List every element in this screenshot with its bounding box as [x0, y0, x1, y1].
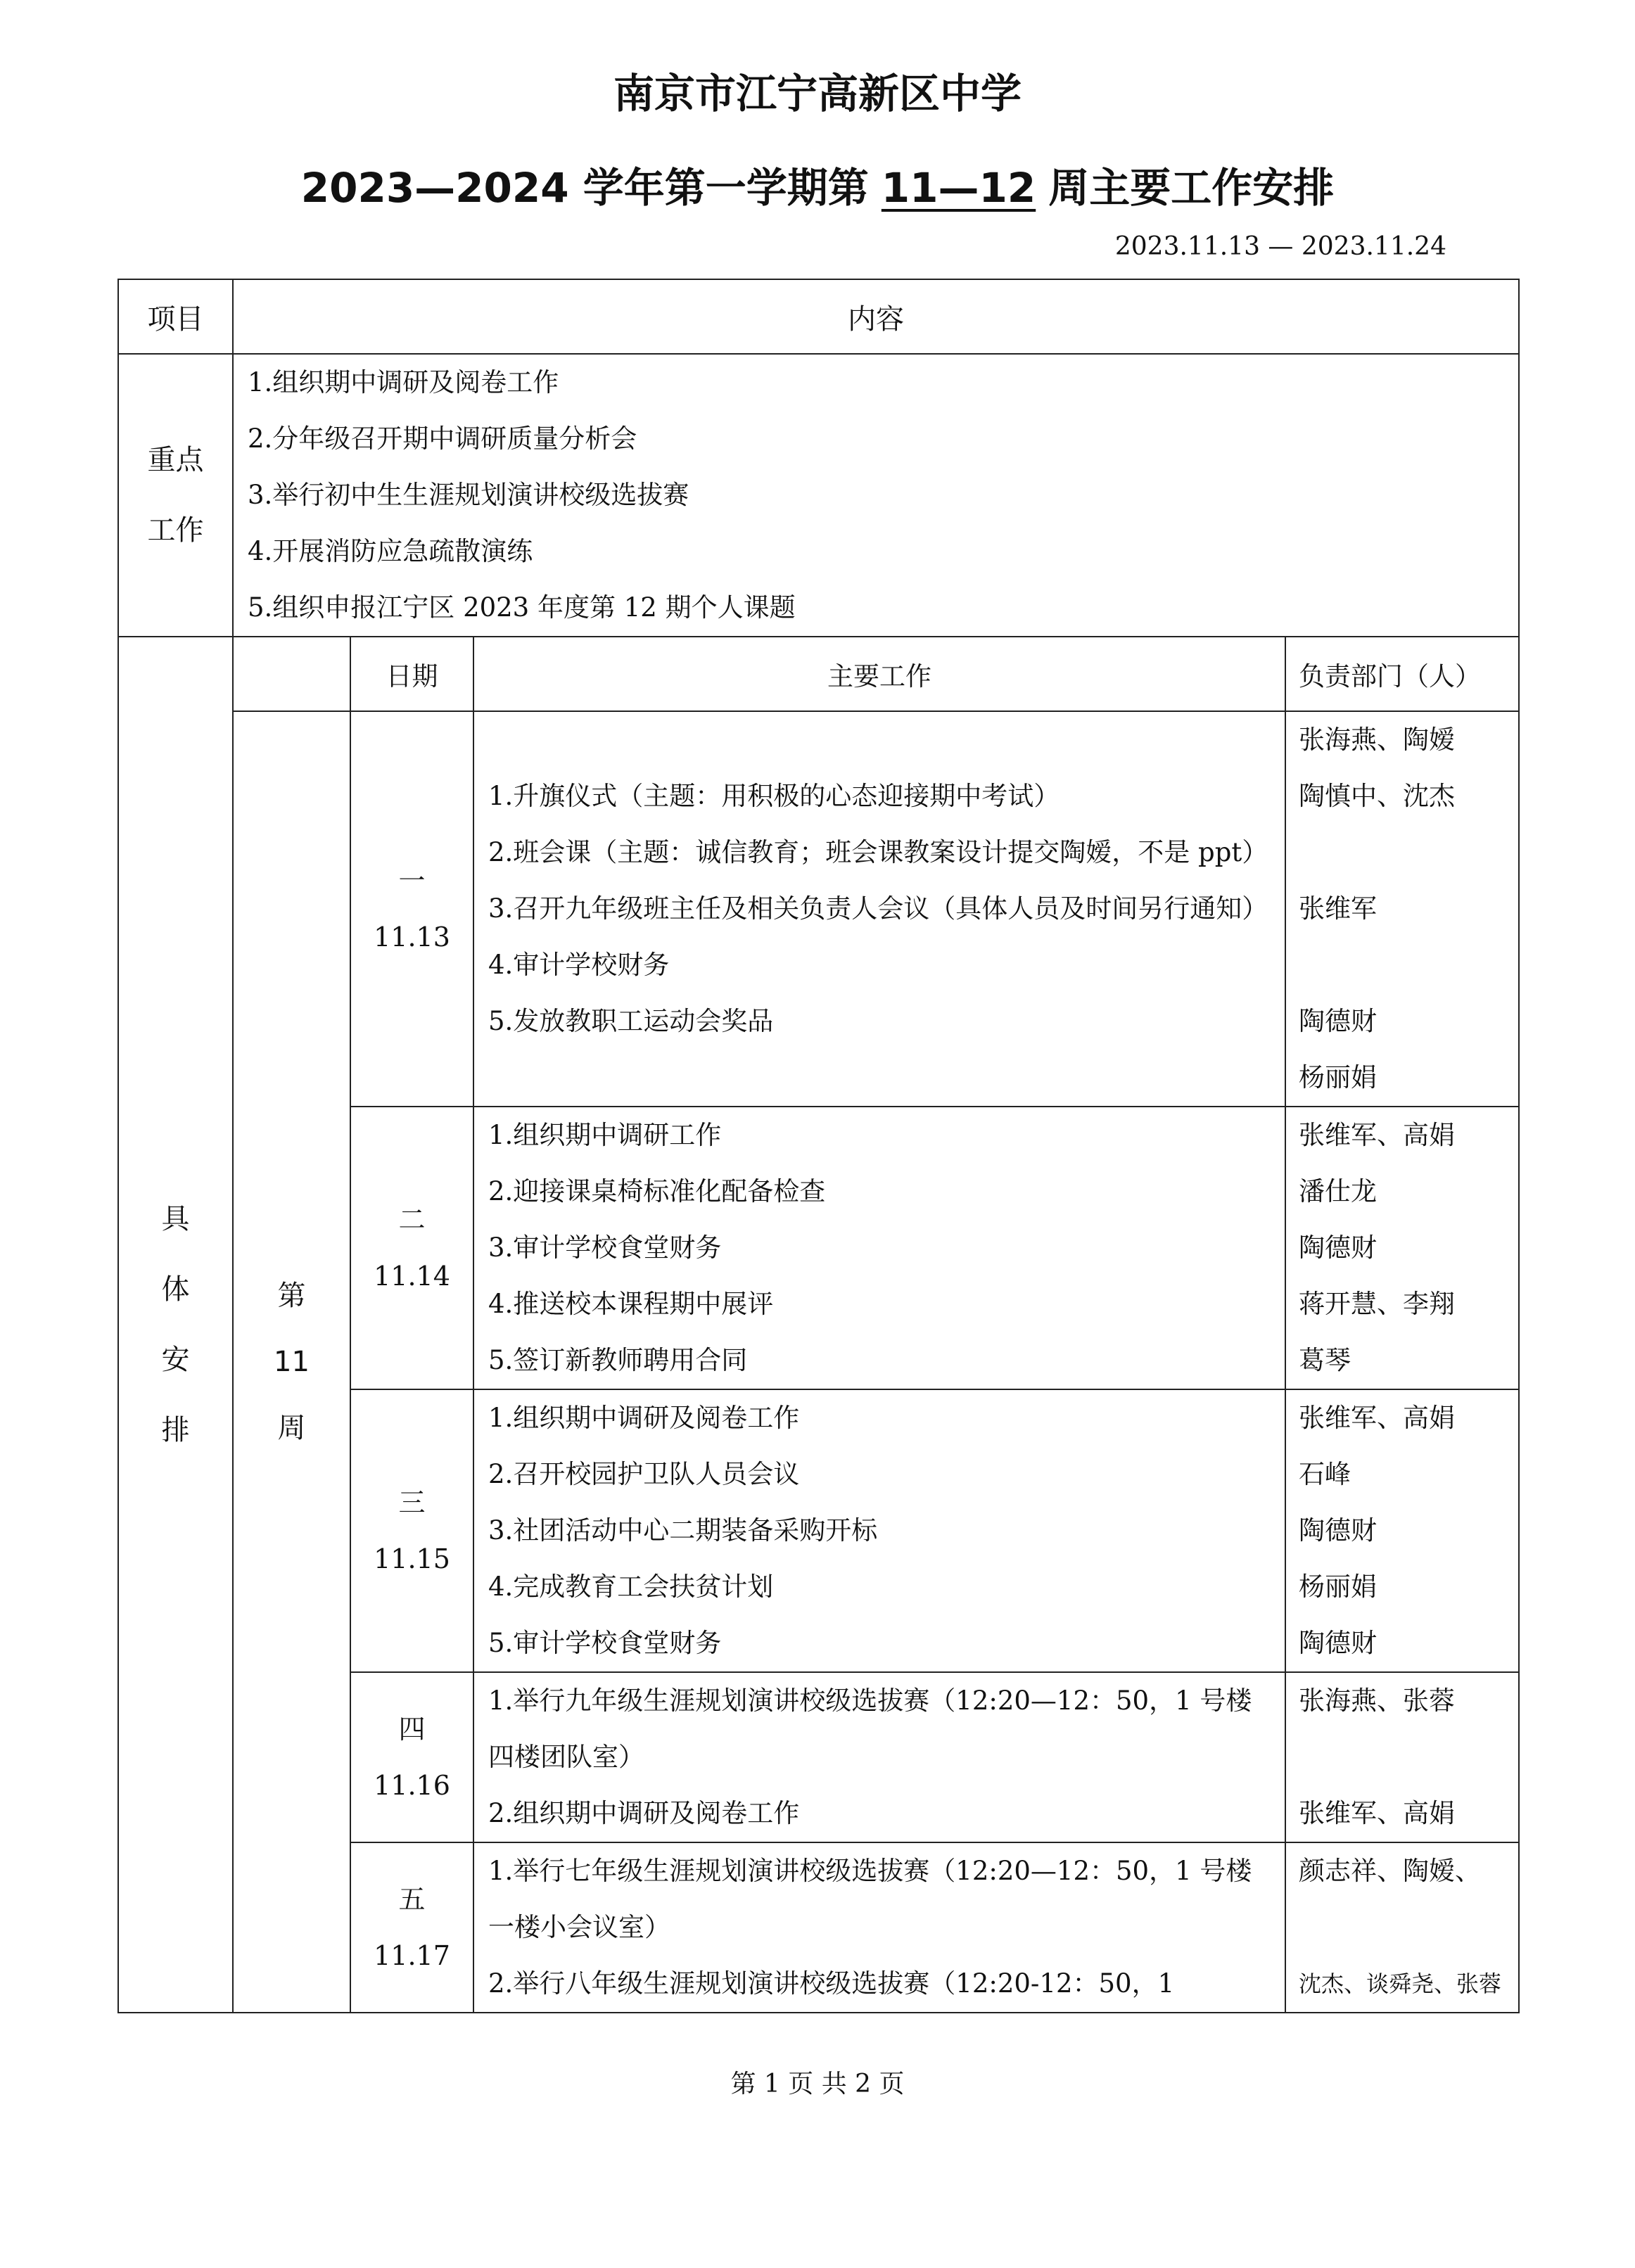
col-item-header: 项目: [118, 279, 233, 354]
work-cell: 1.举行九年级生涯规划演讲校级选拔赛（12:20—12：50，1 号楼四楼团队室） 2.组织期中调研及阅卷工作: [473, 1672, 1285, 1842]
work-cell: 1.举行七年级生涯规划演讲校级选拔赛（12:20—12：50，1 号楼一楼小会议室） 2.举行八年级生涯规划演讲校级选拔赛（12:20-12：50，1: [473, 1842, 1285, 2013]
resp-cell: 张维军、高娟 石峰 陶德财 杨丽娟 陶德财: [1285, 1389, 1519, 1672]
day-cell: 三 11.15: [350, 1389, 473, 1672]
work-cell: 1.组织期中调研及阅卷工作 2.召开校园护卫队人员会议 3.社团活动中心二期装备采购开标 4.完成教育工会扶贫计划 5.审计学校食堂财务: [473, 1389, 1285, 1672]
school-title: 南京市江宁高新区中学: [613, 70, 1022, 117]
list-item: 4.开展消防应急疏散演练: [248, 536, 533, 566]
resp-cell: 张海燕、陶嫒 陶慎中、沈杰 张维军 陶德财 杨丽娟: [1285, 711, 1519, 1107]
detail-header-row: [118, 637, 1519, 711]
page-footer: 第 1 页 共 2 页: [730, 2070, 905, 2098]
detail-label: 具 体 安 排: [118, 637, 233, 2013]
col-date-header: 日期: [350, 637, 473, 711]
col-content-header: 内容: [233, 279, 1519, 354]
resp-cell: 张海燕、张蓉 张维军、高娟: [1285, 1672, 1519, 1842]
resp-cell: 张维军、高娟 潘仕龙 陶德财 蒋开慧、李翔 葛琴: [1285, 1107, 1519, 1389]
schedule-table: [117, 279, 1520, 2013]
col-resp-header: 负责部门（人）: [1285, 637, 1519, 711]
list-item: 3.举行初中生生涯规划演讲校级选拔赛: [248, 480, 689, 510]
work-cell: 1.升旗仪式（主题：用积极的心态迎接期中考试） 2.班会课（主题：诚信教育；班会课教案设计提交陶嫒，不是 ppt） 3.召开九年级班主任及相关负责人会议（具体人员及时间另行通知） 4.审计学校财务 5.发放教职工运动会奖品: [473, 711, 1285, 1107]
table-row: [118, 711, 1519, 1107]
key-work-label: 重点 工作: [118, 354, 233, 637]
title-suffix: 周主要工作安排: [1048, 164, 1335, 212]
day-cell: 四 11.16: [350, 1672, 473, 1842]
list-item: 2.分年级召开期中调研质量分析会: [248, 423, 637, 454]
list-item: 5.组织申报江宁区 2023 年度第 12 期个人课题: [248, 592, 796, 623]
day-cell: 二 11.14: [350, 1107, 473, 1389]
title-weeks: 11—12: [881, 164, 1036, 212]
work-cell: 1.组织期中调研工作 2.迎接课桌椅标准化配备检查 3.审计学校食堂财务 4.推送校本课程期中展评 5.签订新教师聘用合同: [473, 1107, 1285, 1389]
title-prefix: 2023—2024 学年第一学期第: [300, 164, 869, 212]
resp-cell: 颜志祥、陶嫒、 沈杰、谈舜尧、张蓉: [1285, 1842, 1519, 2013]
list-item: 1.组织期中调研及阅卷工作: [248, 367, 559, 397]
week-label: 第 11 周: [233, 711, 350, 2013]
col-work-header: 主要工作: [473, 637, 1285, 711]
schedule-title: [0, 155, 1635, 214]
key-work-list: [233, 354, 1519, 637]
key-work-row: [118, 354, 1519, 637]
day-cell: 一 11.13: [350, 711, 473, 1107]
date-range: 2023.11.13 — 2023.11.24: [1114, 232, 1446, 261]
week-header-blank: [233, 637, 350, 711]
table-header-row: [118, 279, 1519, 354]
day-cell: 五 11.17: [350, 1842, 473, 2013]
